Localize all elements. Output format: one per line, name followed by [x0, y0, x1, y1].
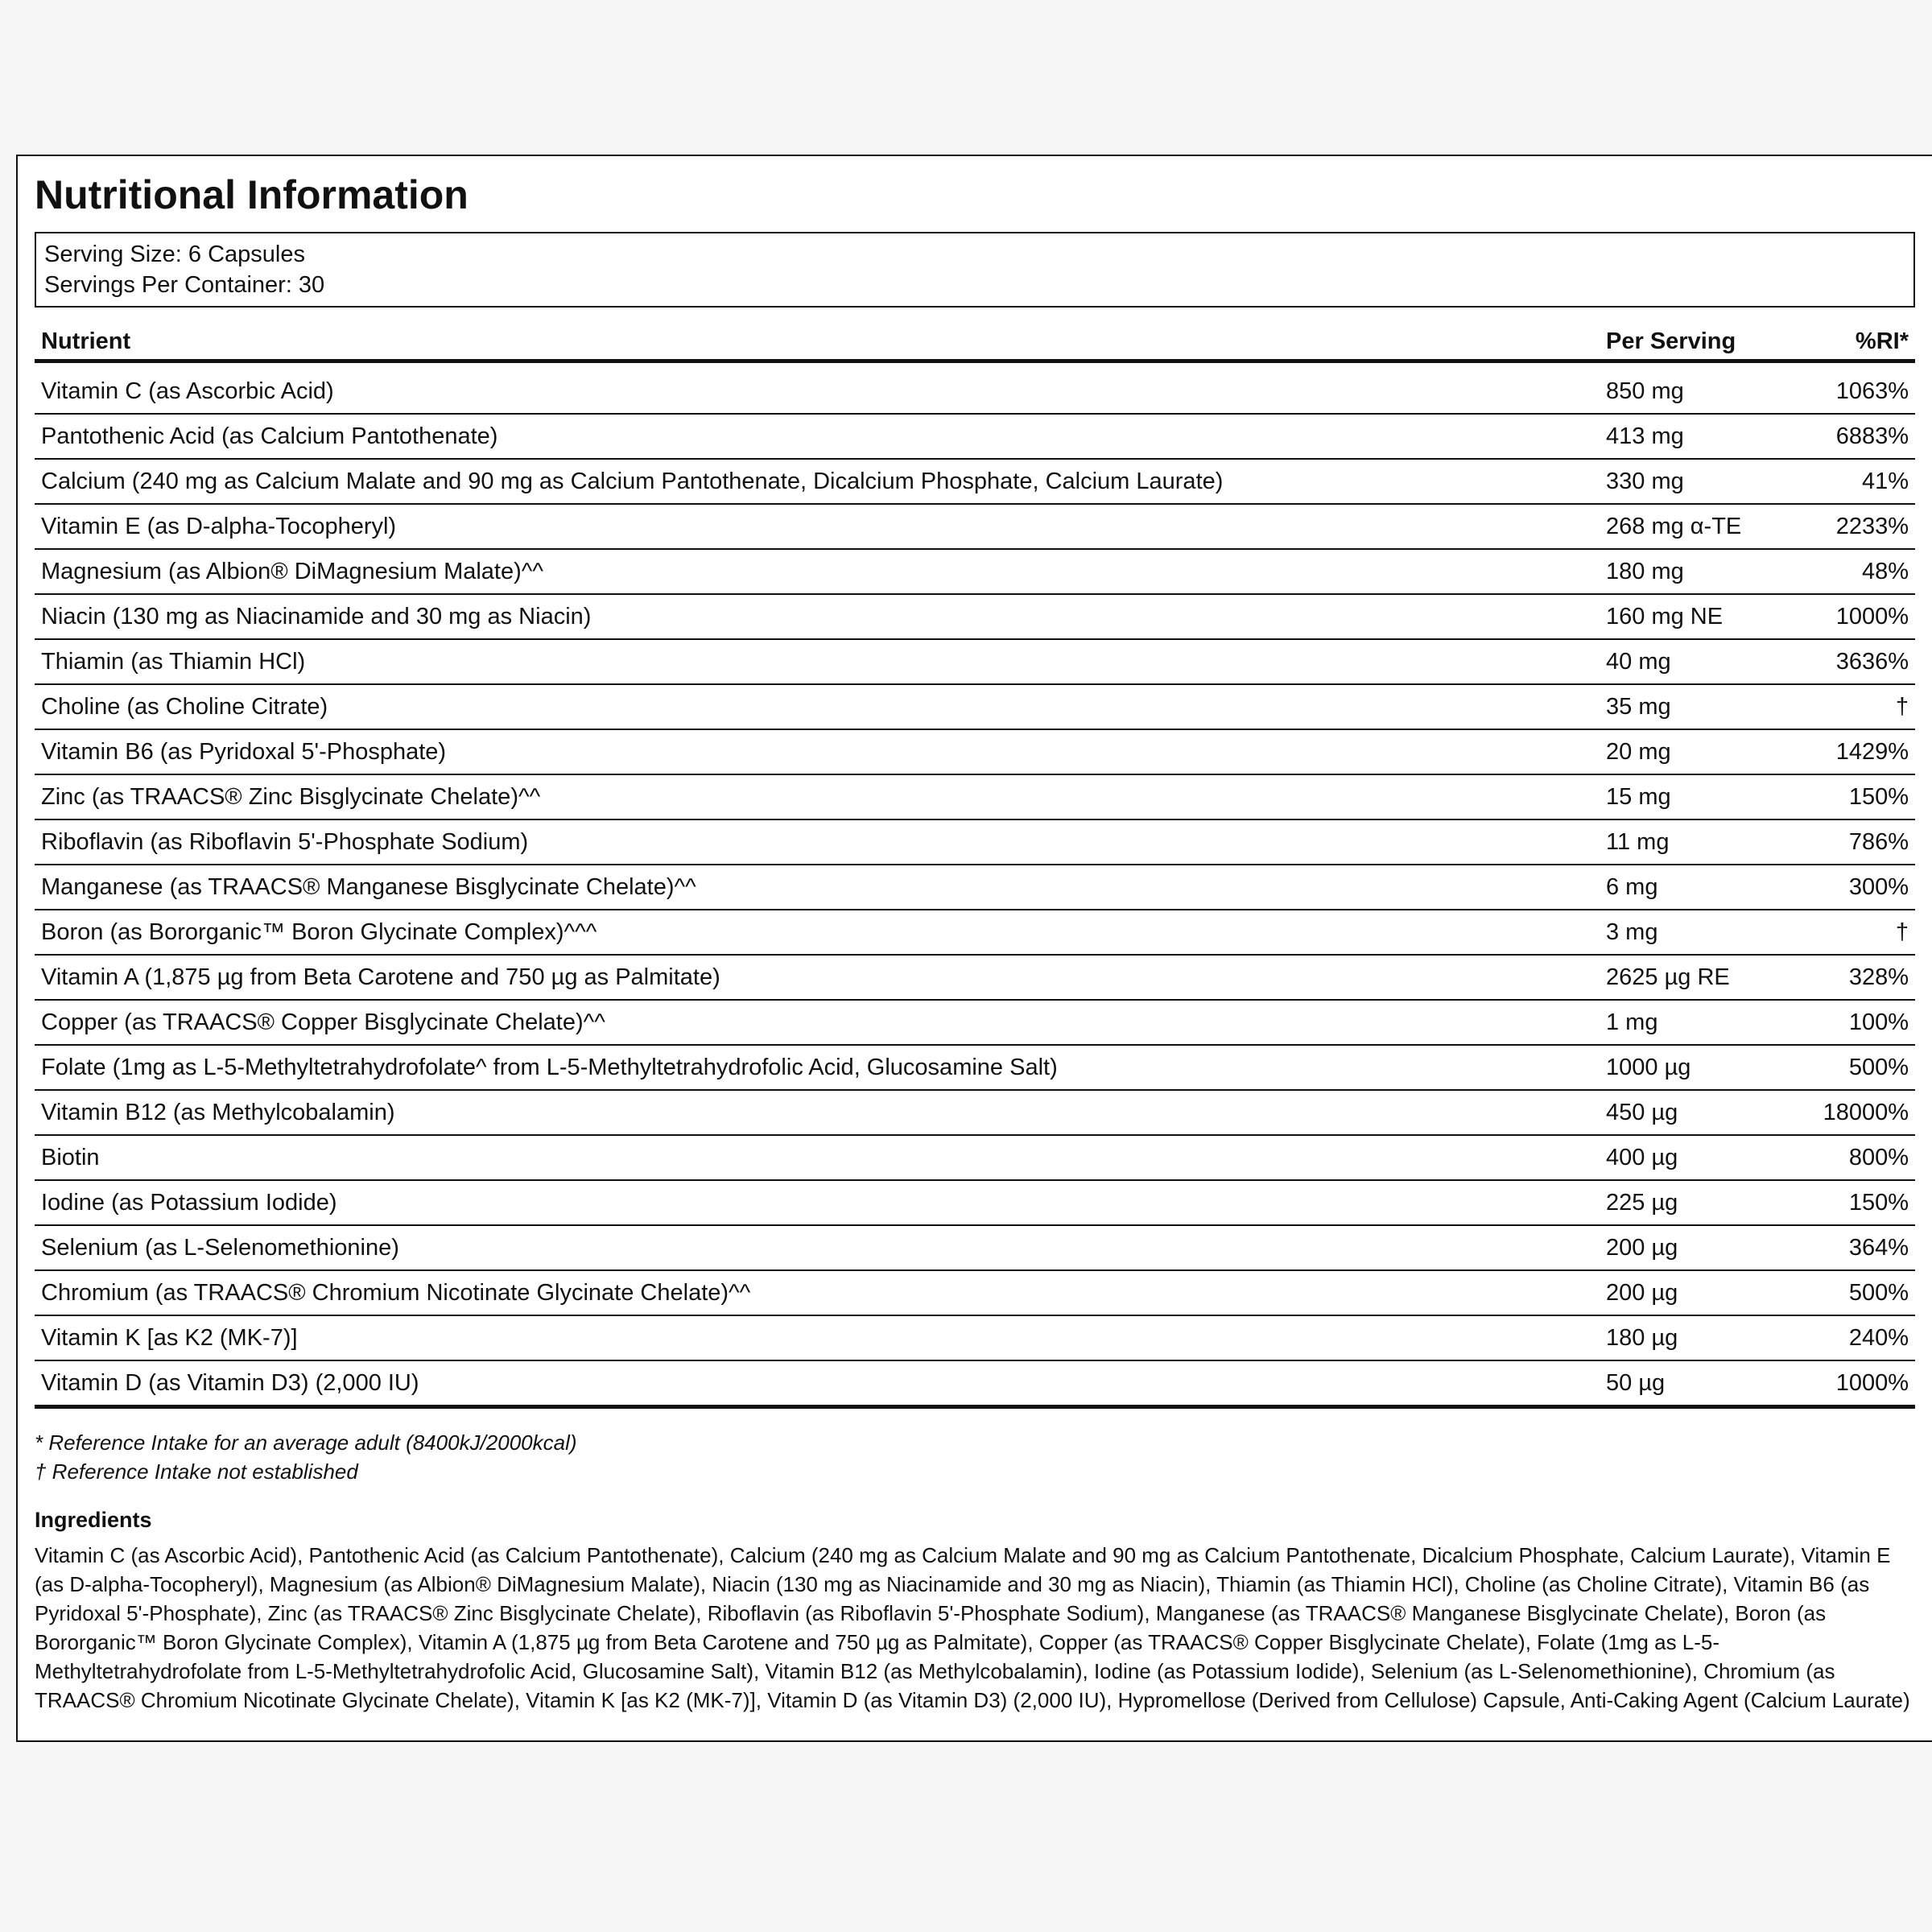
table-row [35, 369, 1915, 415]
amount-cell: 200 µg [1606, 1279, 1678, 1306]
nutrient-cell: Vitamin E (as D-alpha-Tocopheryl) [41, 513, 397, 539]
ri-cell: 48% [1861, 558, 1909, 584]
table-row [35, 1046, 1915, 1091]
ri-cell: 2233% [1835, 513, 1909, 539]
ri-cell: 1063% [1835, 378, 1909, 404]
amount-cell: 11 mg [1606, 828, 1670, 855]
serving-info-box [35, 232, 1915, 308]
table-row [35, 1136, 1915, 1181]
amount-cell: 3 mg [1606, 919, 1658, 945]
amount-cell: 160 mg NE [1606, 603, 1724, 630]
amount-cell: 6 mg [1606, 873, 1658, 900]
nutrient-cell: Copper (as TRAACS® Copper Bisglycinate Chelate)^^ [41, 1009, 605, 1035]
ri-footnote: * Reference Intake for an average adult (8400kJ/2000kcal) [35, 1430, 577, 1455]
table-row [35, 640, 1915, 685]
nutrient-cell: Iodine (as Potassium Iodide) [41, 1189, 337, 1216]
nutrient-cell: Magnesium (as Albion® DiMagnesium Malate)^^ [41, 558, 543, 584]
table-row [35, 415, 1915, 460]
servings-per-container: Servings Per Container: 30 [44, 272, 325, 298]
table-row [35, 1001, 1915, 1046]
nutrient-cell: Vitamin B6 (as Pyridoxal 5'-Phosphate) [41, 738, 447, 765]
ri-cell: 6883% [1835, 423, 1909, 449]
amount-cell: 268 mg α-TE [1606, 513, 1742, 539]
amount-cell: 20 mg [1606, 738, 1671, 765]
nutrition-panel [16, 155, 1932, 1742]
header-per-serving: Per Serving [1606, 328, 1736, 354]
table-row [35, 595, 1915, 640]
nutrient-cell: Thiamin (as Thiamin HCl) [41, 648, 306, 675]
header-ri: %RI* [1855, 328, 1909, 354]
nutrient-table [35, 324, 1915, 1409]
nutrient-cell: Biotin [41, 1144, 100, 1170]
nutrient-cell: Riboflavin (as Riboflavin 5'-Phosphate Sodium) [41, 828, 529, 855]
table-row [35, 730, 1915, 775]
ri-cell: 3636% [1835, 648, 1909, 675]
table-row [35, 865, 1915, 910]
amount-cell: 1 mg [1606, 1009, 1658, 1035]
amount-cell: 15 mg [1606, 783, 1671, 810]
table-row [35, 550, 1915, 595]
ri-cell: 1000% [1835, 1369, 1909, 1396]
ri-cell: 1429% [1835, 738, 1909, 765]
table-row [35, 1361, 1915, 1409]
ri-cell: 1000% [1835, 603, 1909, 630]
ri-cell: 786% [1848, 828, 1909, 855]
ri-cell: 328% [1848, 964, 1909, 990]
ingredients-heading: Ingredients [35, 1508, 152, 1532]
amount-cell: 1000 µg [1606, 1054, 1691, 1080]
nutrient-cell: Vitamin D (as Vitamin D3) (2,000 IU) [41, 1369, 419, 1396]
table-row [35, 1271, 1915, 1316]
table-row [35, 685, 1915, 730]
amount-cell: 40 mg [1606, 648, 1671, 675]
amount-cell: 2625 µg RE [1606, 964, 1730, 990]
table-row [35, 775, 1915, 820]
table-header [35, 324, 1915, 363]
amount-cell: 50 µg [1606, 1369, 1666, 1396]
nutrient-cell: Boron (as Bororganic™ Boron Glycinate Complex)^^^ [41, 919, 597, 945]
table-row [35, 1316, 1915, 1361]
table-row [35, 505, 1915, 550]
ri-cell: † [1895, 919, 1909, 945]
amount-cell: 400 µg [1606, 1144, 1678, 1170]
ri-cell: 800% [1848, 1144, 1909, 1170]
ri-cell: 300% [1848, 873, 1909, 900]
ri-cell: 240% [1848, 1324, 1909, 1351]
ri-cell: 18000% [1823, 1099, 1909, 1125]
nutrient-cell: Calcium (240 mg as Calcium Malate and 90 mg as Calcium Pantothenate, Dicalcium Phosphate, Calcium Laurate) [41, 468, 1224, 494]
nutrient-cell: Folate (1mg as L-5-Methyltetrahydrofolate^ from L-5-Methyltetrahydrofolic Acid, Glucosamine Salt) [41, 1054, 1058, 1080]
ri-cell: 500% [1848, 1279, 1909, 1306]
amount-cell: 330 mg [1606, 468, 1684, 494]
amount-cell: 413 mg [1606, 423, 1684, 449]
nutrient-cell: Zinc (as TRAACS® Zinc Bisglycinate Chelate)^^ [41, 783, 541, 810]
ri-cell: 364% [1848, 1234, 1909, 1261]
ri-cell: 100% [1848, 1009, 1909, 1035]
ingredients-text: Vitamin C (as Ascorbic Acid), Pantothenic Acid (as Calcium Pantothenate), Calcium (240 mg as Calcium Malate and 90 mg as Calcium Pantothenate, Dicalcium Phosphate, Calcium Laurate), Vitamin E (as D-alpha-Tocopheryl), Magnesium (as Albion® DiMagnesium Malate), Niacin (130 mg as Niacinamide and 30 mg as Niacin), Thiamin (as Thiamin HCl), Choline (as Choline Citrate), Vitamin B6 (as Pyridoxal 5'-Phosphate), Zinc (as TRAACS® Zinc Bisglycinate Chelate), Riboflavin (as Riboflavin 5'-Phosphate Sodium), Manganese (as TRAACS® Manganese Bisglycinate Chelate), Boron (as Bororganic™ Boron Glycinate Complex), Vitamin A (1,875 µg from Beta Carotene and 750 µg as Palmitate), Copper (as TRAACS® Copper Bisglycinate Chelate), Folate (1mg as L-5-Methyltetrahydrofolate from L-5-Methyltetrahydrofolic Acid, Glucosamine Salt), Vitamin B12 (as Methylcobalamin), Iodine (as Potassium Iodide), Selenium (as L-Selenomethionine), Chromium (as TRAACS® Chromium Nicotinate Glycinate Chelate), Vitamin K [as K2 (MK-7)], Vitamin D (as Vitamin D3) (2,000 IU), Hypromellose (Derived from Cellulose) Capsule, Anti-Caking Agent (Calcium Laurate) [35, 1543, 1910, 1712]
table-row [35, 1226, 1915, 1271]
table-row [35, 460, 1915, 505]
page-title: Nutritional Information [35, 172, 469, 217]
table-row [35, 1181, 1915, 1226]
table-body [35, 369, 1915, 1409]
amount-cell: 450 µg [1606, 1099, 1678, 1125]
table-row [35, 956, 1915, 1001]
amount-cell: 225 µg [1606, 1189, 1678, 1216]
table-row [35, 1091, 1915, 1136]
header-nutrient: Nutrient [41, 328, 131, 354]
nutrient-cell: Selenium (as L-Selenomethionine) [41, 1234, 399, 1261]
amount-cell: 850 mg [1606, 378, 1684, 404]
amount-cell: 200 µg [1606, 1234, 1678, 1261]
nutrient-cell: Vitamin C (as Ascorbic Acid) [41, 378, 334, 404]
nutrient-cell: Chromium (as TRAACS® Chromium Nicotinate Glycinate Chelate)^^ [41, 1279, 751, 1306]
footnotes [35, 1428, 1915, 1486]
nutrient-cell: Vitamin K [as K2 (MK-7)] [41, 1324, 298, 1351]
nutrient-cell: Pantothenic Acid (as Calcium Pantothenate) [41, 423, 498, 449]
nutrient-cell: Vitamin A (1,875 µg from Beta Carotene and 750 µg as Palmitate) [41, 964, 720, 990]
amount-cell: 180 µg [1606, 1324, 1678, 1351]
nutrient-cell: Manganese (as TRAACS® Manganese Bisglycinate Chelate)^^ [41, 873, 696, 900]
table-row [35, 820, 1915, 865]
serving-size: Serving Size: 6 Capsules [44, 242, 305, 267]
amount-cell: 180 mg [1606, 558, 1684, 584]
ri-cell: † [1895, 693, 1909, 720]
table-row [35, 910, 1915, 956]
amount-cell: 35 mg [1606, 693, 1671, 720]
nutrient-cell: Choline (as Choline Citrate) [41, 693, 328, 720]
ri-cell: 150% [1848, 1189, 1909, 1216]
nutrient-cell: Niacin (130 mg as Niacinamide and 30 mg as Niacin) [41, 603, 592, 630]
nutrient-cell: Vitamin B12 (as Methylcobalamin) [41, 1099, 395, 1125]
ri-cell: 150% [1848, 783, 1909, 810]
ri-cell: 500% [1848, 1054, 1909, 1080]
ri-cell: 41% [1861, 468, 1909, 494]
dagger-footnote: † Reference Intake not established [35, 1459, 358, 1484]
